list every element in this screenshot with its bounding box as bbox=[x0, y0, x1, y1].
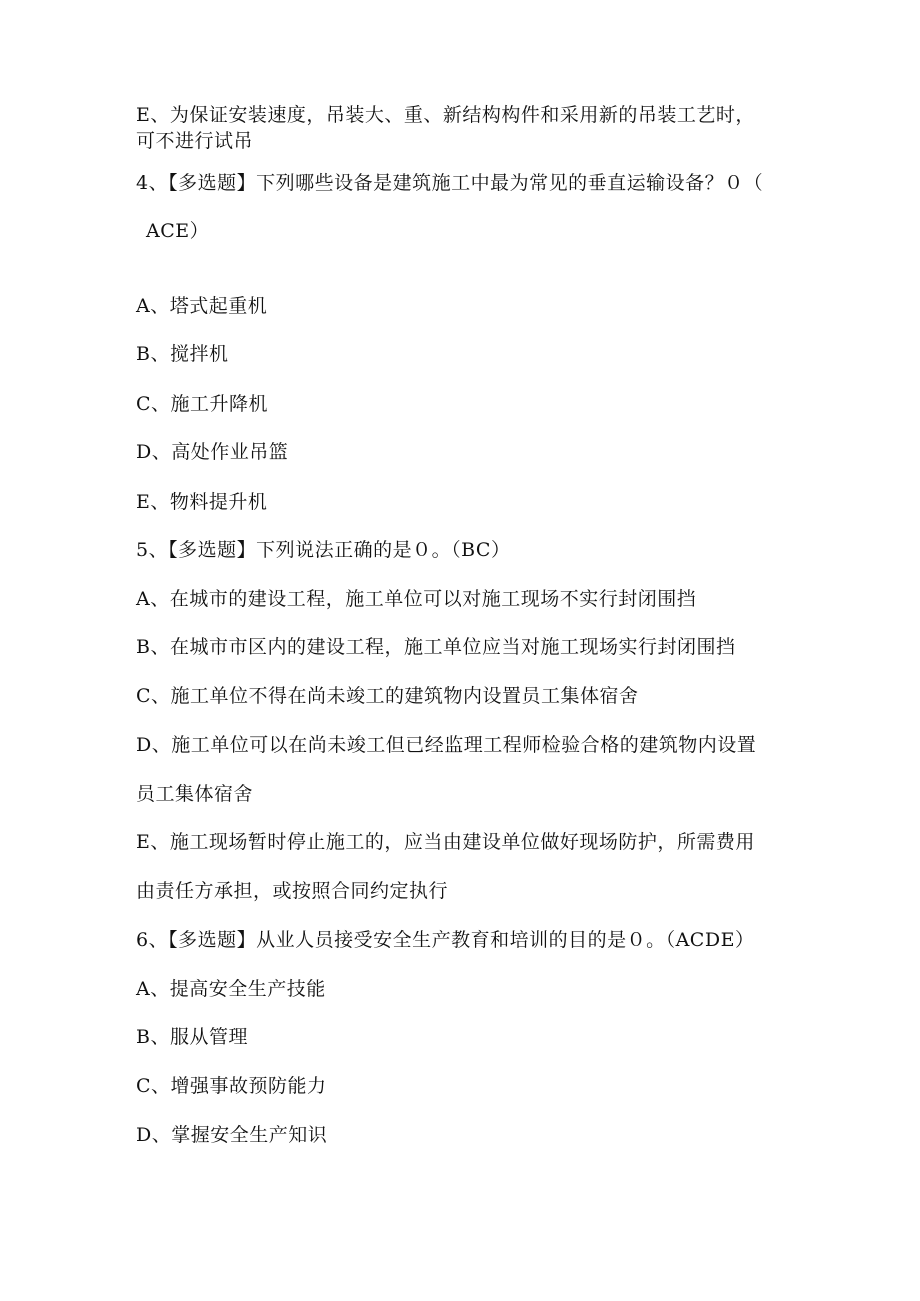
q4-option-c: C、施工升降机 bbox=[136, 393, 269, 415]
q6-option-d: D、掌握安全生产知识 bbox=[136, 1124, 328, 1146]
q5-option-e-line2: 由责任方承担，或按照合同约定执行 bbox=[136, 880, 449, 902]
q4-option-d: D、高处作业吊篮 bbox=[136, 441, 289, 463]
q4-option-a: A、塔式起重机 bbox=[136, 295, 268, 317]
q5-option-d-line2: 员工集体宿舍 bbox=[136, 783, 254, 805]
q5-question: 5、【多选题】下列说法正确的是０。（BC） bbox=[136, 539, 511, 561]
q4-option-e: E、物料提升机 bbox=[136, 491, 268, 513]
q5-option-c: C、施工单位不得在尚未竣工的建筑物内设置员工集体宿舍 bbox=[136, 685, 639, 707]
q6-question: 6、【多选题】从业人员接受安全生产教育和培训的目的是０。（ACDE） bbox=[136, 929, 755, 951]
q4-answer: ACE） bbox=[146, 220, 210, 242]
q3-option-e-line1: E、为保证安装速度，吊装大、重、新结构构件和采用新的吊装工艺时， bbox=[136, 104, 755, 126]
q6-option-c: C、增强事故预防能力 bbox=[136, 1075, 327, 1097]
q6-option-b: B、服从管理 bbox=[136, 1026, 248, 1048]
q5-option-e-line1: E、施工现场暂时停止施工的，应当由建设单位做好现场防护，所需费用 bbox=[136, 831, 755, 853]
q3-option-e-line2: 可不进行试吊 bbox=[136, 130, 254, 152]
q5-option-b: B、在城市市区内的建设工程，施工单位应当对施工现场实行封闭围挡 bbox=[136, 636, 736, 658]
q6-option-a: A、提高安全生产技能 bbox=[136, 978, 326, 1000]
q5-option-d-line1: D、施工单位可以在尚未竣工但已经监理工程师检验合格的建筑物内设置 bbox=[136, 734, 757, 756]
q4-question: 4、【多选题】下列哪些设备是建筑施工中最为常见的垂直运输设备？０（ bbox=[136, 172, 764, 194]
q5-option-a: A、在城市的建设工程，施工单位可以对施工现场不实行封闭围挡 bbox=[136, 588, 697, 610]
q4-option-b: B、搅拌机 bbox=[136, 343, 229, 365]
